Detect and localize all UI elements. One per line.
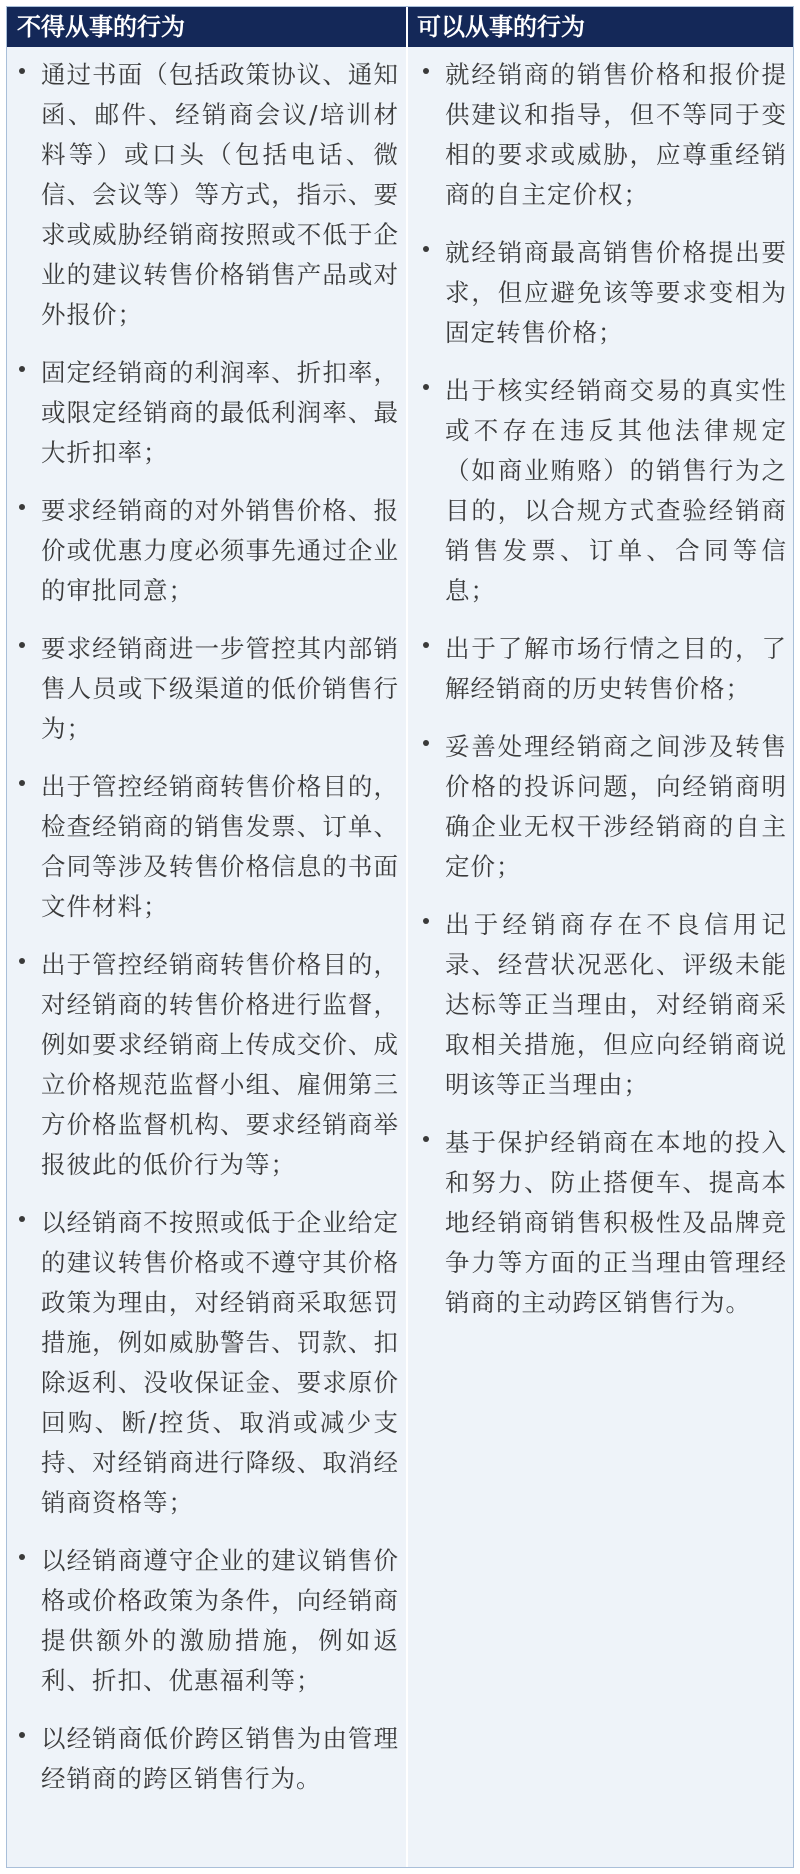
list-item xyxy=(13,491,399,611)
bullet-icon xyxy=(19,504,25,510)
bullet-icon xyxy=(423,1136,429,1142)
list-item xyxy=(417,233,787,353)
item-text: 就经销商的销售价格和报价提供建议和指导，但不等同于变相的要求或威胁，应尊重经销商的自主定价权； xyxy=(445,60,787,209)
list-item xyxy=(13,629,399,749)
item-text: 通过书面（包括政策协议、通知函、邮件、经销商会议/培训材料等）或口头（包括电话、微信、会议等）等方式，指示、要求或威胁经销商按照或不低于企业的建议转售价格销售产品或对外报价； xyxy=(41,60,399,329)
item-text: 固定经销商的利润率、折扣率，或限定经销商的最低利润率、最大折扣率； xyxy=(41,358,399,467)
prohibited-actions-list xyxy=(13,55,399,1817)
list-item xyxy=(13,945,399,1185)
bullet-icon xyxy=(19,780,25,786)
item-text: 出于了解市场行情之目的，了解经销商的历史转售价格； xyxy=(445,634,787,703)
bullet-icon xyxy=(423,68,429,74)
bullet-icon xyxy=(19,958,25,964)
bullet-icon xyxy=(423,246,429,252)
item-text: 妥善处理经销商之间涉及转售价格的投诉问题，向经销商明确企业无权干涉经销商的自主定价； xyxy=(445,732,787,881)
list-item xyxy=(13,55,399,335)
item-text: 出于经销商存在不良信用记录、经营状况恶化、评级未能达标等正当理由，对经销商采取相关措施，但应向经销商说明该等正当理由； xyxy=(445,910,787,1099)
bullet-icon xyxy=(19,366,25,372)
list-item xyxy=(13,1541,399,1701)
item-text: 出于核实经销商交易的真实性或不存在违反其他法律规定（如商业贿赂）的销售行为之目的，以合规方式查验经销商销售发票、订单、合同等信息； xyxy=(445,376,787,605)
item-text: 以经销商不按照或低于企业给定的建议转售价格或不遵守其价格政策为理由，对经销商采取惩罚措施，例如威胁警告、罚款、扣除返利、没收保证金、要求原价回购、断/控货、取消或减少支持、对经销商进行降级、取消经销商资格等； xyxy=(41,1208,399,1517)
table-header xyxy=(7,7,793,47)
item-text: 以经销商低价跨区销售为由管理经销商的跨区销售行为。 xyxy=(41,1724,399,1793)
list-item xyxy=(13,1719,399,1799)
item-text: 基于保护经销商在本地的投入和努力、防止搭便车、提高本地经销商销售积极性及品牌竞争力等方面的正当理由管理经销商的主动跨区销售行为。 xyxy=(445,1128,787,1317)
bullet-icon xyxy=(423,918,429,924)
list-item xyxy=(13,767,399,927)
list-item xyxy=(13,1203,399,1523)
list-item xyxy=(417,371,787,611)
bullet-icon xyxy=(19,1732,25,1738)
bullet-icon xyxy=(423,642,429,648)
permitted-column-title: 可以从事的行为 xyxy=(417,13,585,41)
list-item xyxy=(417,1123,787,1323)
list-item xyxy=(417,727,787,887)
bullet-icon xyxy=(19,1216,25,1222)
comparison-table xyxy=(6,6,794,1868)
list-item xyxy=(417,629,787,709)
bullet-icon xyxy=(19,1554,25,1560)
item-text: 出于管控经销商转售价格目的，对经销商的转售价格进行监督，例如要求经销商上传成交价、成立价格规范监督小组、雇佣第三方价格监督机构、要求经销商举报彼此的低价行为等； xyxy=(41,950,399,1179)
item-text: 出于管控经销商转售价格目的，检查经销商的销售发票、订单、合同等涉及转售价格信息的书面文件材料； xyxy=(41,772,399,921)
item-text: 要求经销商的对外销售价格、报价或优惠力度必须事先通过企业的审批同意； xyxy=(41,496,399,605)
item-text: 要求经销商进一步管控其内部销售人员或下级渠道的低价销售行为； xyxy=(41,634,399,743)
column-divider xyxy=(406,7,408,1867)
prohibited-column-title: 不得从事的行为 xyxy=(17,13,185,41)
bullet-icon xyxy=(423,740,429,746)
list-item xyxy=(417,905,787,1105)
bullet-icon xyxy=(19,642,25,648)
bullet-icon xyxy=(423,384,429,390)
list-item xyxy=(13,353,399,473)
item-text: 就经销商最高销售价格提出要求，但应避免该等要求变相为固定转售价格； xyxy=(445,238,787,347)
permitted-actions-list xyxy=(417,55,787,1341)
item-text: 以经销商遵守企业的建议销售价格或价格政策为条件，向经销商提供额外的激励措施，例如返利、折扣、优惠福利等； xyxy=(41,1546,399,1695)
list-item xyxy=(417,55,787,215)
bullet-icon xyxy=(19,68,25,74)
